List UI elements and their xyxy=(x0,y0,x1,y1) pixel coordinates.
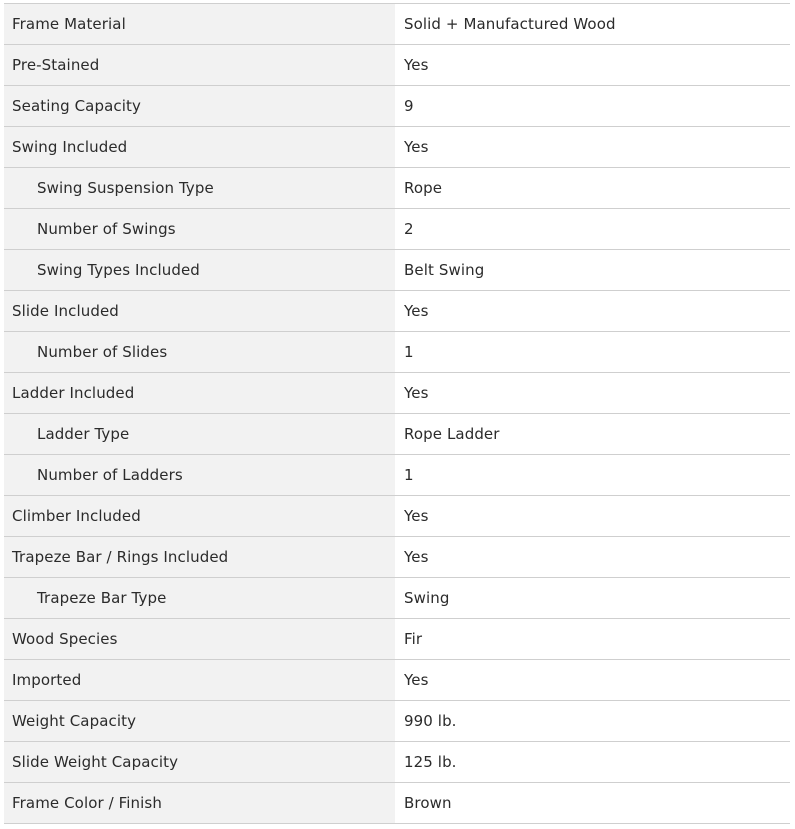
spec-label: Wood Species xyxy=(4,619,395,659)
spec-row xyxy=(4,783,790,824)
spec-row xyxy=(4,332,790,373)
spec-value: Swing xyxy=(395,578,790,618)
spec-label: Seating Capacity xyxy=(4,86,395,126)
spec-label: Swing Suspension Type xyxy=(4,168,395,208)
spec-label: Trapeze Bar / Rings Included xyxy=(4,537,395,577)
spec-row xyxy=(4,291,790,332)
spec-value: Solid + Manufactured Wood xyxy=(395,4,790,44)
spec-value: Rope Ladder xyxy=(395,414,790,454)
spec-label: Ladder Included xyxy=(4,373,395,413)
spec-label: Climber Included xyxy=(4,496,395,536)
spec-label: Imported xyxy=(4,660,395,700)
spec-label: Pre-Stained xyxy=(4,45,395,85)
spec-row xyxy=(4,209,790,250)
spec-row xyxy=(4,45,790,86)
spec-label: Number of Slides xyxy=(4,332,395,372)
spec-label: Frame Color / Finish xyxy=(4,783,395,823)
spec-value: Yes xyxy=(395,660,790,700)
spec-value: 1 xyxy=(395,455,790,495)
spec-row xyxy=(4,455,790,496)
spec-value: Brown xyxy=(395,783,790,823)
spec-value: Yes xyxy=(395,291,790,331)
spec-value: Yes xyxy=(395,496,790,536)
spec-value: Rope xyxy=(395,168,790,208)
spec-row xyxy=(4,414,790,455)
spec-label: Ladder Type xyxy=(4,414,395,454)
spec-value: Yes xyxy=(395,127,790,167)
spec-value: 2 xyxy=(395,209,790,249)
spec-label: Weight Capacity xyxy=(4,701,395,741)
spec-row xyxy=(4,660,790,701)
spec-label: Slide Included xyxy=(4,291,395,331)
spec-value: 1 xyxy=(395,332,790,372)
spec-row xyxy=(4,742,790,783)
spec-label: Swing Types Included xyxy=(4,250,395,290)
spec-row xyxy=(4,537,790,578)
spec-value: Yes xyxy=(395,537,790,577)
spec-label: Number of Ladders xyxy=(4,455,395,495)
spec-label: Frame Material xyxy=(4,4,395,44)
spec-label: Slide Weight Capacity xyxy=(4,742,395,782)
spec-row xyxy=(4,496,790,537)
spec-value: Fir xyxy=(395,619,790,659)
spec-value: 9 xyxy=(395,86,790,126)
spec-label: Trapeze Bar Type xyxy=(4,578,395,618)
spec-value: 125 lb. xyxy=(395,742,790,782)
spec-row xyxy=(4,578,790,619)
spec-value: Yes xyxy=(395,373,790,413)
spec-label: Number of Swings xyxy=(4,209,395,249)
spec-row xyxy=(4,4,790,45)
spec-row xyxy=(4,373,790,414)
spec-row xyxy=(4,127,790,168)
spec-label: Swing Included xyxy=(4,127,395,167)
spec-row xyxy=(4,168,790,209)
spec-row xyxy=(4,701,790,742)
spec-value: Yes xyxy=(395,45,790,85)
specifications-table xyxy=(4,3,790,824)
spec-row xyxy=(4,619,790,660)
spec-value: 990 lb. xyxy=(395,701,790,741)
spec-value: Belt Swing xyxy=(395,250,790,290)
spec-row xyxy=(4,86,790,127)
spec-row xyxy=(4,250,790,291)
